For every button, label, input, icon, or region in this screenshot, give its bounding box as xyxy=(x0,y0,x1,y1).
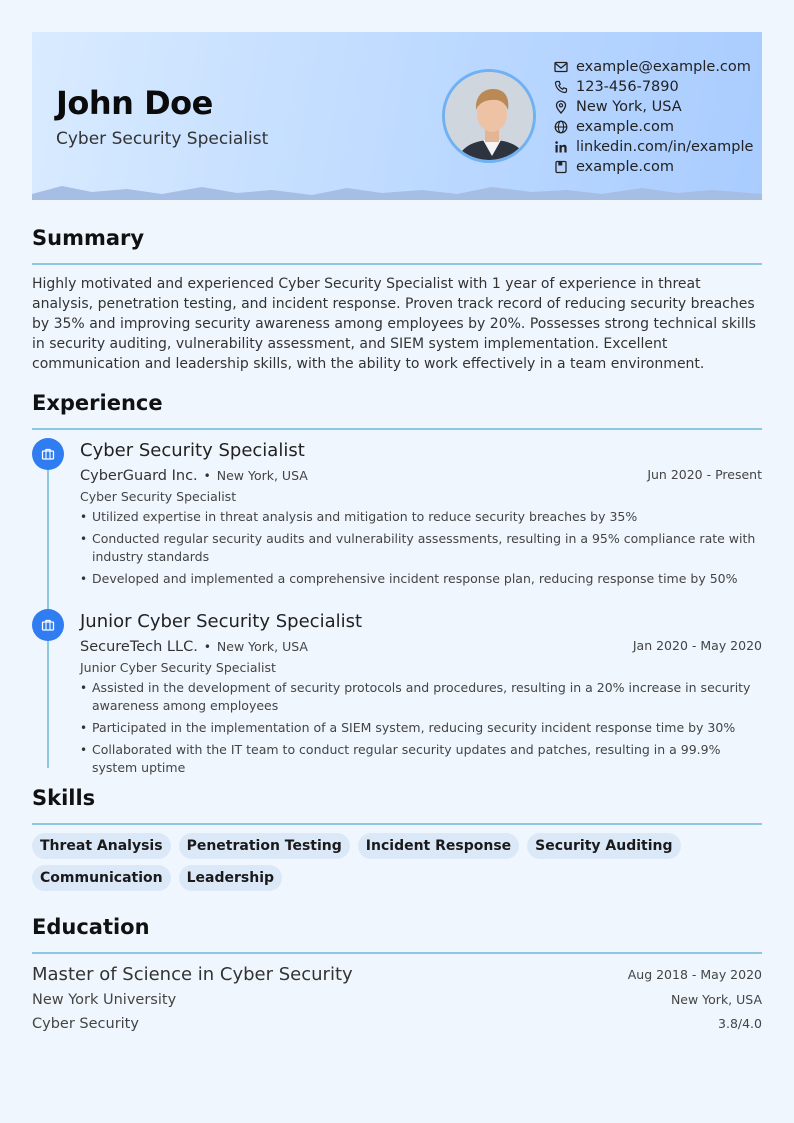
skill-chip: Incident Response xyxy=(358,833,519,859)
education-location: New York, USA xyxy=(670,992,762,1007)
separator-dot: • xyxy=(203,640,211,654)
experience-divider xyxy=(32,428,762,430)
resume-header xyxy=(32,32,762,200)
contact-phone[interactable] xyxy=(553,77,753,97)
contact-portfolio[interactable] xyxy=(553,157,753,177)
portfolio-icon xyxy=(553,160,568,175)
job-entry-1 xyxy=(80,438,762,592)
skill-chip: Penetration Testing xyxy=(179,833,350,859)
job-subtitle: Junior Cyber Security Specialist xyxy=(80,660,276,675)
job-bullets xyxy=(80,679,762,777)
mail-icon xyxy=(553,60,568,75)
list-item: • Conducted regular security audits and vulnerability assessments, resulting in a 95% compliance rate with industry standards xyxy=(80,530,762,566)
contact-list xyxy=(553,57,753,177)
contact-phone-text: 123-456-7890 xyxy=(576,79,679,95)
education-heading: Education xyxy=(32,915,150,939)
job-dates: Jan 2020 - May 2020 xyxy=(632,638,762,653)
list-item: • Assisted in the development of security protocols and procedures, resulting in a 20% increase in security awareness among employees xyxy=(80,679,762,715)
summary-heading: Summary xyxy=(32,226,145,250)
education-school: New York University xyxy=(32,992,177,1008)
contact-website-text: example.com xyxy=(576,119,674,135)
contact-email[interactable] xyxy=(553,57,753,77)
contact-website[interactable] xyxy=(553,117,753,137)
briefcase-icon xyxy=(41,618,55,632)
list-item: • Utilized expertise in threat analysis and mitigation to reduce security breaches by 35% xyxy=(80,508,762,526)
job-meta xyxy=(80,464,762,486)
globe-icon xyxy=(553,120,568,135)
education-row-school xyxy=(32,988,762,1012)
separator-dot: • xyxy=(203,469,211,483)
job-role: Cyber Security Specialist xyxy=(56,129,269,149)
job-title: Junior Cyber Security Specialist xyxy=(80,611,363,632)
job-title: Cyber Security Specialist xyxy=(80,440,305,461)
job-marker-1 xyxy=(32,438,64,470)
job-dates: Jun 2020 - Present xyxy=(647,467,762,482)
education-degree: Master of Science in Cyber Security xyxy=(32,964,353,985)
education-divider xyxy=(32,952,762,954)
list-item: • Collaborated with the IT team to conduct regular security updates and patches, resulting in a 99.9% system uptime xyxy=(80,741,762,777)
job-entry-2 xyxy=(80,609,762,781)
contact-linkedin-text: linkedin.com/in/example xyxy=(576,139,754,155)
contact-location xyxy=(553,97,753,117)
contact-location-text: New York, USA xyxy=(576,99,682,115)
contact-email-text: example@example.com xyxy=(576,59,751,75)
education-dates: Aug 2018 - May 2020 xyxy=(627,967,762,982)
avatar xyxy=(442,69,536,163)
avatar-photo xyxy=(445,72,536,163)
job-bullets xyxy=(80,508,762,588)
job-meta xyxy=(80,635,762,657)
skills-list xyxy=(32,833,762,891)
skills-heading: Skills xyxy=(32,786,96,810)
briefcase-icon xyxy=(41,447,55,461)
skill-chip: Threat Analysis xyxy=(32,833,171,859)
experience-heading: Experience xyxy=(32,391,163,415)
summary-divider xyxy=(32,263,762,265)
job-company: SecureTech LLC. xyxy=(80,639,198,655)
job-subtitle: Cyber Security Specialist xyxy=(80,489,237,504)
education-field: Cyber Security xyxy=(32,1016,139,1032)
phone-icon xyxy=(553,80,568,95)
education-row-degree xyxy=(32,962,762,988)
skill-chip: Security Auditing xyxy=(527,833,680,859)
education-entry xyxy=(32,962,762,1036)
contact-portfolio-text: example.com xyxy=(576,159,674,175)
job-location: New York, USA xyxy=(216,639,308,654)
education-row-field xyxy=(32,1012,762,1036)
list-item: • Participated in the implementation of a SIEM system, reducing security incident response time by 30% xyxy=(80,719,762,737)
name: John Doe xyxy=(56,84,213,122)
location-icon xyxy=(553,100,568,115)
job-company: CyberGuard Inc. xyxy=(80,468,198,484)
job-location: New York, USA xyxy=(216,468,308,483)
list-item: • Developed and implemented a comprehensive incident response plan, reducing response time by 50% xyxy=(80,570,762,588)
contact-linkedin[interactable] xyxy=(553,137,753,157)
header-wave-decoration xyxy=(32,184,762,200)
skill-chip: Leadership xyxy=(179,865,282,891)
skill-chip: Communication xyxy=(32,865,171,891)
summary-text: Highly motivated and experienced Cyber Security Specialist with 1 year of experience in threat analysis, penetration testing, and incident response. Proven track record of reducing security breaches by 35% and improving security awareness among employees by 20%. Possesses strong technical skills in security auditing, vulnerability assessment, and SIEM system implementation. Excellent communication and leadership skills, with the ability to work effectively in a team environment. xyxy=(32,276,756,372)
job-marker-2 xyxy=(32,609,64,641)
skills-divider xyxy=(32,823,762,825)
linkedin-icon xyxy=(553,140,568,155)
education-gpa: 3.8/4.0 xyxy=(718,1016,762,1031)
